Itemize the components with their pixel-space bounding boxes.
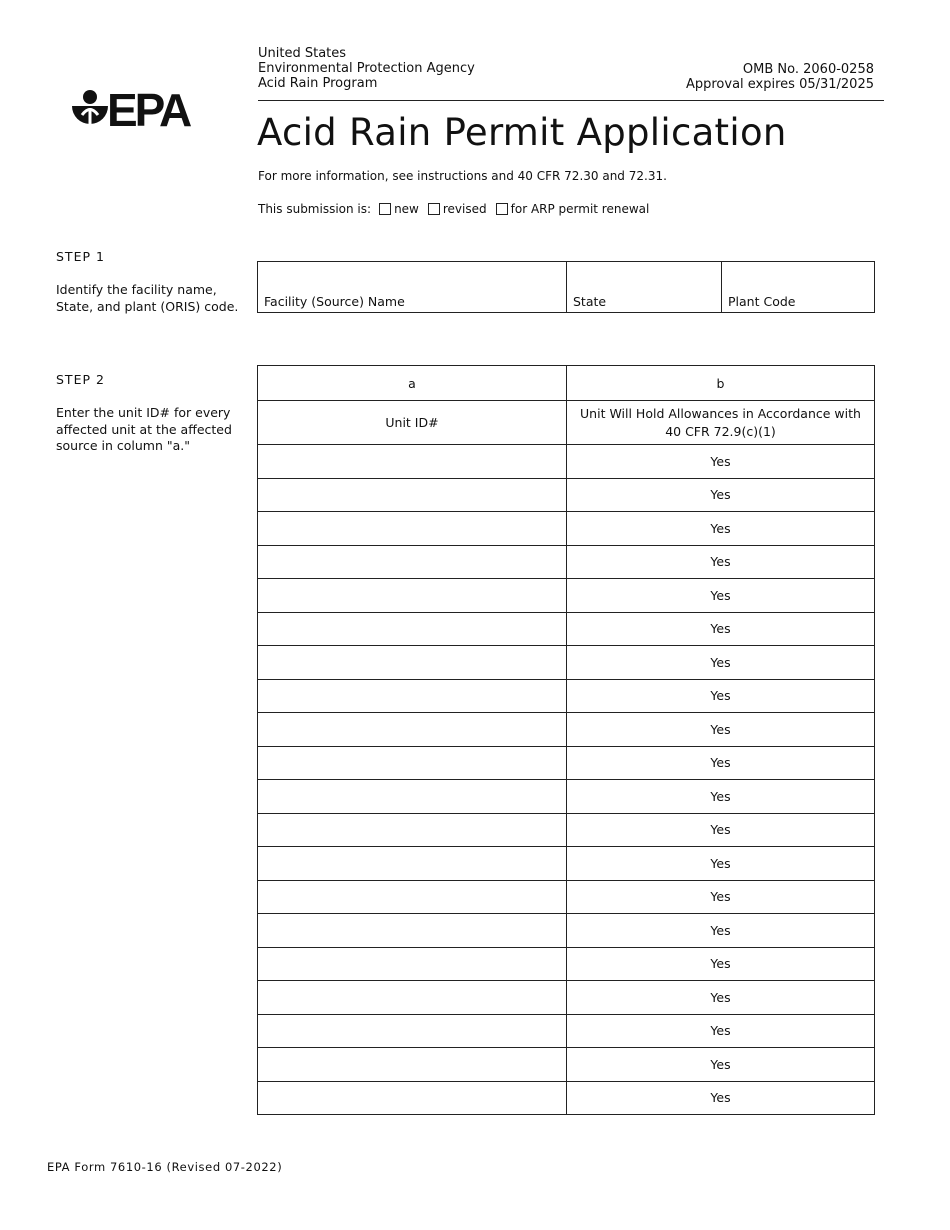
table-row [258,981,875,1015]
step2-label: STEP 2 [56,372,105,387]
unit-id-cell[interactable] [258,713,567,747]
table-row [258,1081,875,1115]
allowance-yes-cell: Yes [567,914,875,948]
column-letter-a: a [258,366,567,401]
allowance-yes-cell: Yes [567,512,875,546]
allowance-yes-cell: Yes [567,478,875,512]
unit-id-header: Unit ID# [258,401,567,445]
allowance-yes-cell: Yes [567,981,875,1015]
allowance-yes-cell: Yes [567,847,875,881]
step1-description: Identify the facility name, State, and plant (ORIS) code. [56,282,239,314]
unit-id-cell[interactable] [258,445,567,479]
unit-id-cell[interactable] [258,1081,567,1115]
unit-id-cell[interactable] [258,579,567,613]
table-row [258,914,875,948]
facility-table [257,261,875,313]
table-row [258,880,875,914]
unit-id-cell[interactable] [258,478,567,512]
unit-id-cell[interactable] [258,746,567,780]
submission-type [258,200,649,218]
unit-id-cell[interactable] [258,1048,567,1082]
omb-number: OMB No. 2060-0258 [742,62,874,77]
table-row [258,612,875,646]
step2-description: Enter the unit ID# for every affected unit at the affected source in column "a." [56,405,232,453]
table-row [258,947,875,981]
column-letter-b: b [567,366,875,401]
checkbox-new[interactable] [379,203,391,215]
allowance-yes-cell: Yes [567,445,875,479]
allowance-yes-cell: Yes [567,1048,875,1082]
unit-id-cell[interactable] [258,813,567,847]
agency-line: Environmental Protection Agency [258,61,475,76]
page-title: Acid Rain Permit Application [257,111,787,154]
unit-id-cell[interactable] [258,914,567,948]
facility-name-field[interactable] [258,262,567,313]
agency-line: Acid Rain Program [258,76,378,91]
table-row [258,512,875,546]
unit-table [257,365,875,1115]
allowance-yes-cell: Yes [567,780,875,814]
allowances-header: Unit Will Hold Allowances in Accordance with 40 CFR 72.9(c)(1) [567,401,875,445]
plant-code-label: Plant Code [728,294,796,309]
table-row [258,679,875,713]
state-label: State [573,294,607,309]
unit-id-cell[interactable] [258,612,567,646]
agency-line: United States [258,46,347,61]
svg-text:EPA: EPA [107,88,190,130]
unit-id-cell[interactable] [258,847,567,881]
allowance-yes-cell: Yes [567,947,875,981]
table-row [258,1014,875,1048]
approval-expiry: Approval expires 05/31/2025 [685,77,874,92]
table-row [258,713,875,747]
table-row [258,445,875,479]
omb-block [686,62,874,92]
unit-id-cell[interactable] [258,679,567,713]
agency-block [258,46,475,91]
allowance-yes-cell: Yes [567,545,875,579]
checkbox-revised[interactable] [428,203,440,215]
unit-id-cell[interactable] [258,512,567,546]
checkbox-renewal-label: for ARP permit renewal [510,202,650,216]
table-row [258,545,875,579]
allowance-yes-cell: Yes [567,1014,875,1048]
facility-name-label: Facility (Source) Name [264,294,405,309]
table-row [258,746,875,780]
checkbox-new-label: new [394,202,419,216]
submission-label: This submission is: [258,202,372,216]
table-row [258,646,875,680]
unit-rows [258,445,875,1115]
unit-id-cell[interactable] [258,981,567,1015]
unit-id-cell[interactable] [258,1014,567,1048]
step1-label: STEP 1 [56,249,105,264]
unit-id-cell[interactable] [258,947,567,981]
checkbox-renewal[interactable] [496,203,508,215]
allowance-yes-cell: Yes [567,679,875,713]
epa-logo [70,88,196,130]
unit-id-cell[interactable] [258,780,567,814]
table-row [258,1048,875,1082]
allowance-yes-cell: Yes [567,713,875,747]
allowance-yes-cell: Yes [567,579,875,613]
checkbox-revised-label: revised [442,202,487,216]
unit-id-cell[interactable] [258,545,567,579]
allowance-yes-cell: Yes [567,746,875,780]
unit-id-cell[interactable] [258,880,567,914]
table-row [258,780,875,814]
table-row [258,579,875,613]
table-row [258,813,875,847]
table-row [258,847,875,881]
table-row [258,478,875,512]
plant-code-field[interactable] [722,262,875,313]
allowance-yes-cell: Yes [567,646,875,680]
allowance-yes-cell: Yes [567,880,875,914]
header-divider [258,100,884,101]
state-field[interactable] [567,262,722,313]
info-text: For more information, see instructions and 40 CFR 72.30 and 72.31. [258,169,667,183]
allowance-yes-cell: Yes [567,612,875,646]
unit-id-cell[interactable] [258,646,567,680]
allowance-yes-cell: Yes [567,1081,875,1115]
form-number: EPA Form 7610-16 (Revised 07-2022) [47,1160,283,1174]
allowance-yes-cell: Yes [567,813,875,847]
